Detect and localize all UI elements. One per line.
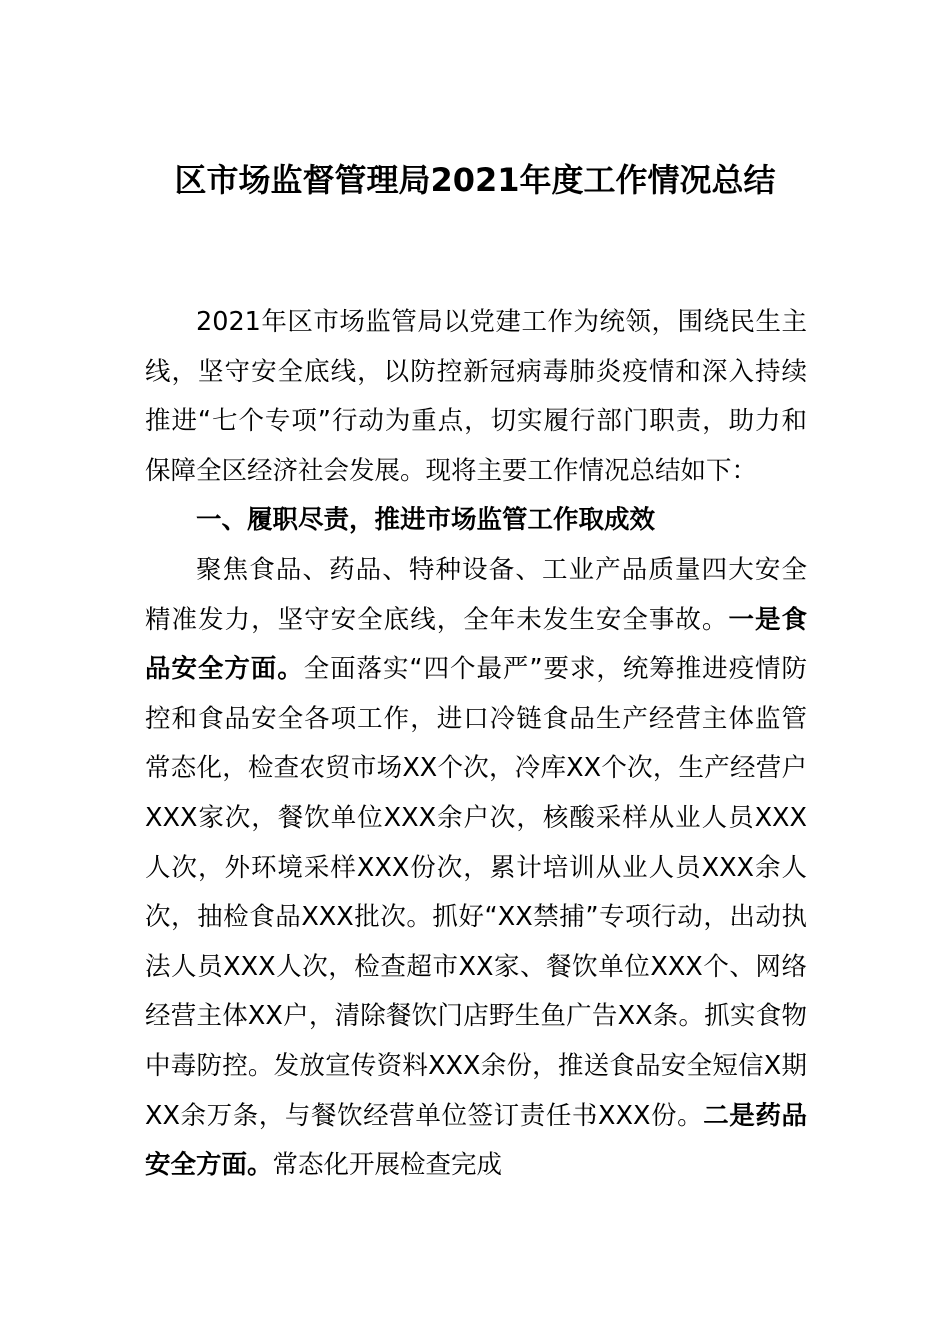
drug-safety-label: 二是药品安全方面。	[145, 1100, 807, 1181]
section-heading: 一、履职尽责，推进市场监管工作取成效	[196, 505, 656, 536]
paragraph-text: 全面落实“四个最严”要求，统筹推进疫情防控和食品安全各项工作，进口冷链食品生产经营主体监管常态化，检查农贸市场XX个次，冷库XX个次，生产经营户XXX家次，餐饮单位XXX余户次，核酸采样从业人员XXX人次，外环境采样XXX份次，累计培训从业人员XXX余人次，抽检食品XXX批次。抓好“XX禁捕”专项行动，出动执法人员XXX人次，检查超市XX家、餐饮单位XXX个、网络经营主体XX户，清除餐饮门店野生鱼广告XX条。抓实食物中毒防控。发放宣传资料XXX余份，推送食品安全短信X期XX余万条，与餐饮经营单位签订责任书XXX份。	[145, 654, 807, 1131]
document-body	[145, 298, 807, 1191]
intro-paragraph: 2021年区市场监管局以党建工作为统领，围绕民生主线，坚守安全底线，以防控新冠病毒肺炎疫情和深入持续推进“七个专项”行动为重点，切实履行部门职责，助力和保障全区经济社会发展。现将主要工作情况总结如下：	[145, 307, 807, 486]
paragraph-text: 常态化开展检查完成	[272, 1150, 503, 1181]
paragraph-text: 聚焦食品、药品、特种设备、工业产品质量四大安全精准发力，坚守安全底线，全年未发生安全事故。	[145, 554, 807, 635]
food-safety-label: 一是食品安全方面。	[145, 604, 807, 685]
document-title: 区市场监督管理局2021年度工作情况总结	[174, 161, 776, 199]
section-paragraph	[145, 546, 807, 1191]
